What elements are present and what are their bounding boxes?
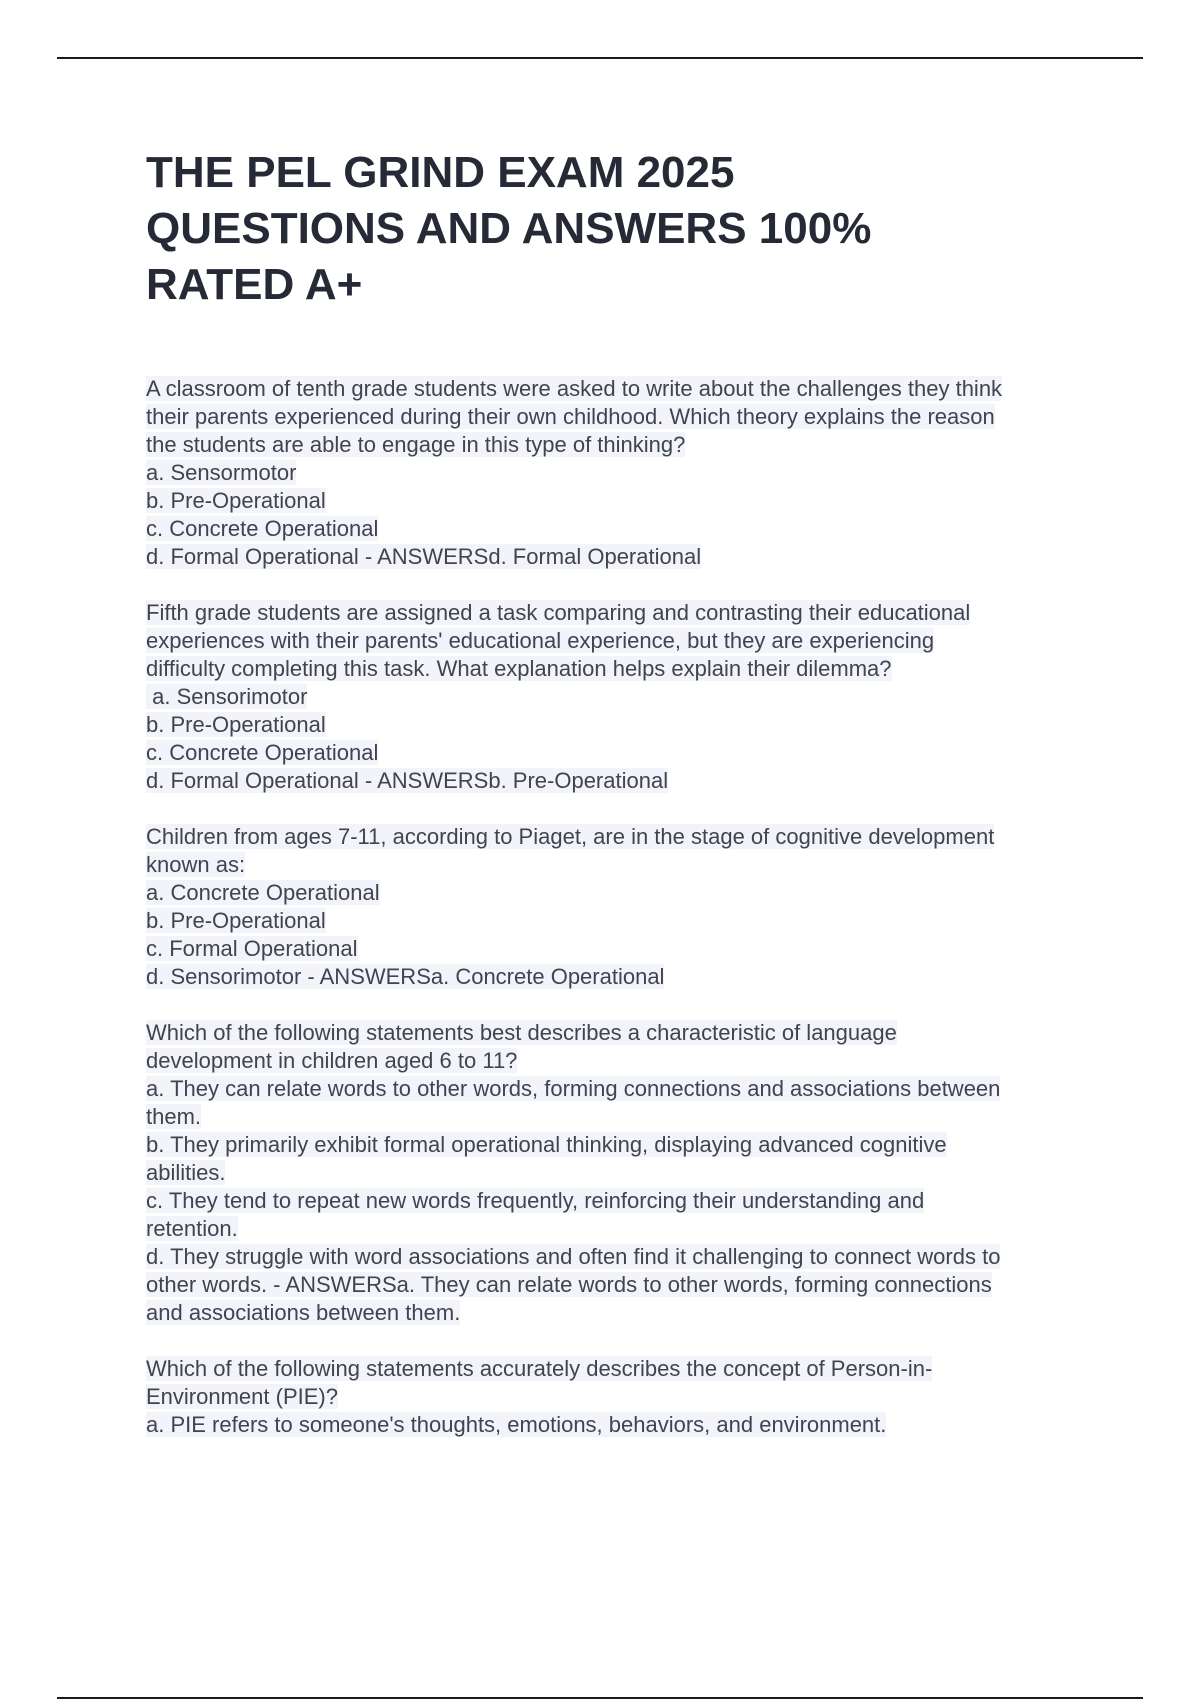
question-line: development in children aged 6 to 11? (146, 1048, 518, 1073)
option-line: b. Pre-Operational (146, 488, 326, 513)
question-block-1 (146, 375, 1106, 571)
option-line: a. Sensormotor (146, 460, 297, 485)
top-rule (57, 57, 1143, 59)
question-block-4 (146, 1019, 1106, 1327)
option-line: them. (146, 1104, 202, 1129)
document-body (146, 145, 1106, 1467)
option-line: a. They can relate words to other words, forming connections and associations between (146, 1076, 1001, 1101)
answer-line: other words. - ANSWERSa. They can relate words to other words, forming connections (146, 1272, 992, 1297)
question-line: Environment (PIE)? (146, 1384, 338, 1409)
answer-line: d. Formal Operational - ANSWERSd. Formal Operational (146, 544, 702, 569)
option-line: c. Concrete Operational (146, 740, 379, 765)
question-line: Children from ages 7-11, according to Piaget, are in the stage of cognitive development (146, 824, 995, 849)
option-line: b. They primarily exhibit formal operational thinking, displaying advanced cognitive (146, 1132, 947, 1157)
option-line: b. Pre-Operational (146, 712, 326, 737)
answer-line: and associations between them. (146, 1300, 461, 1325)
question-block-2 (146, 599, 1106, 795)
question-line: Fifth grade students are assigned a task comparing and contrasting their educational (146, 600, 971, 625)
option-line: a. Concrete Operational (146, 880, 380, 905)
question-line: experiences with their parents' educational experience, but they are experiencing (146, 628, 935, 653)
option-line: a. PIE refers to someone's thoughts, emotions, behaviors, and environment. (146, 1412, 887, 1437)
question-line: Which of the following statements accurately describes the concept of Person-in- (146, 1356, 933, 1381)
question-line: known as: (146, 852, 246, 877)
question-block-3 (146, 823, 1106, 991)
option-line: d. They struggle with word associations and often find it challenging to connect words to (146, 1244, 1001, 1269)
title-line: QUESTIONS AND ANSWERS 100% (146, 204, 872, 253)
document-title (146, 145, 1106, 313)
option-line: c. They tend to repeat new words frequently, reinforcing their understanding and (146, 1188, 925, 1213)
question-block-5 (146, 1355, 1106, 1439)
answer-line: d. Sensorimotor - ANSWERSa. Concrete Operational (146, 964, 665, 989)
question-line: difficulty completing this task. What explanation helps explain their dilemma? (146, 656, 892, 681)
option-line: retention. (146, 1216, 238, 1241)
question-line: A classroom of tenth grade students were asked to write about the challenges they think (146, 376, 1003, 401)
question-line: their parents experienced during their own childhood. Which theory explains the reason (146, 404, 995, 429)
option-line: abilities. (146, 1160, 226, 1185)
question-line: the students are able to engage in this type of thinking? (146, 432, 686, 457)
option-line: c. Formal Operational (146, 936, 358, 961)
question-line: Which of the following statements best describes a characteristic of language (146, 1020, 897, 1045)
title-line: RATED A+ (146, 260, 363, 309)
bottom-rule (57, 1697, 1143, 1699)
question-list (146, 375, 1106, 1439)
option-line: a. Sensorimotor (146, 684, 308, 709)
option-line: b. Pre-Operational (146, 908, 326, 933)
answer-line: d. Formal Operational - ANSWERSb. Pre-Operational (146, 768, 669, 793)
option-line: c. Concrete Operational (146, 516, 379, 541)
title-line: THE PEL GRIND EXAM 2025 (146, 148, 735, 197)
